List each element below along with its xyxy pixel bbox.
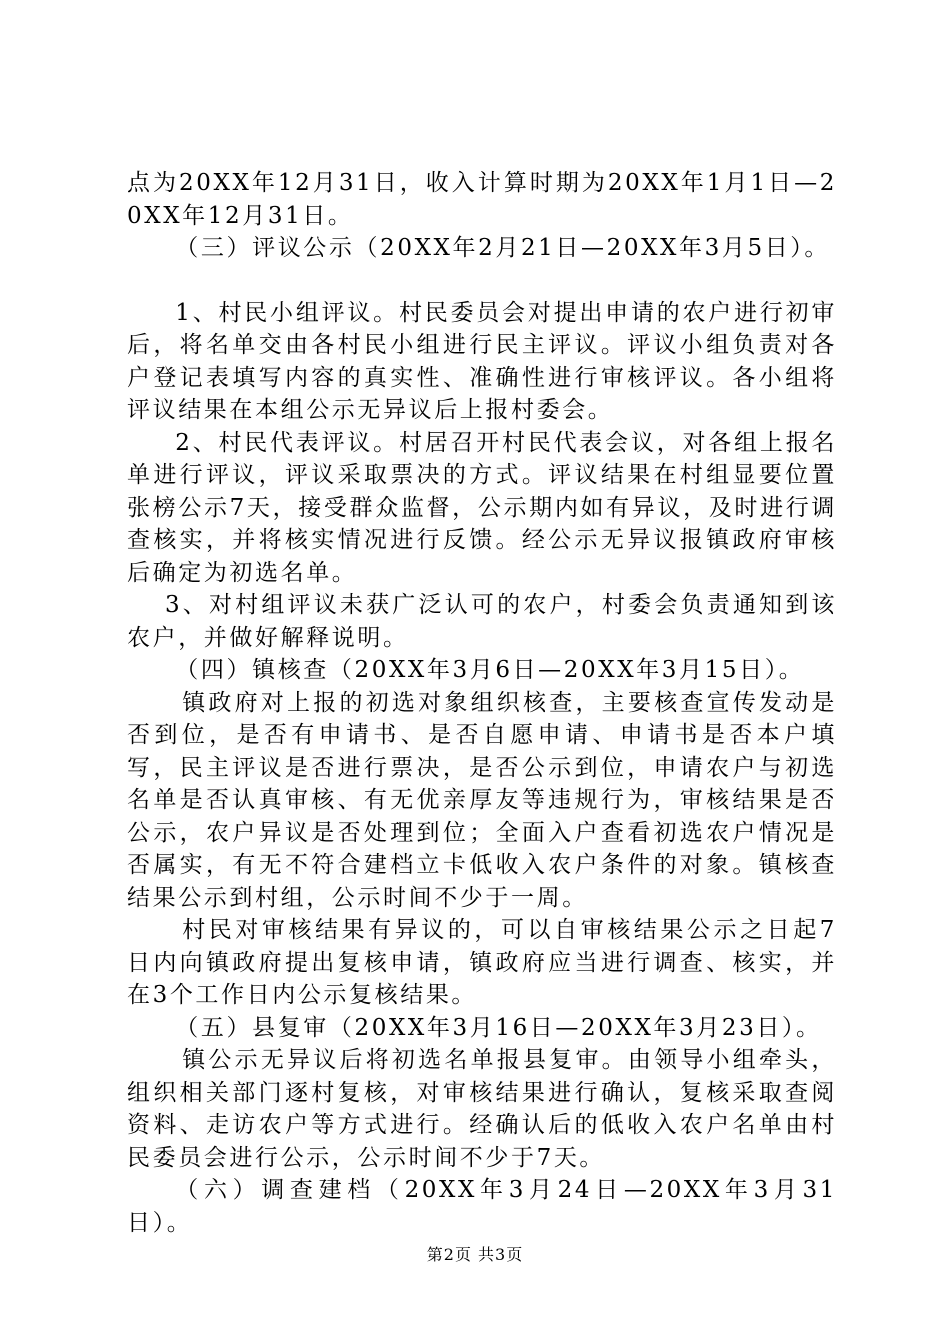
paragraph-town-check: 镇政府对上报的初选对象组织核查，主要核查宣传发动是否到位，是否有申请书、是否自愿申请、申请书是否本户填写，民主评议是否进行票决，是否公示到位，申请农户与初选名单是否认真审核、有无优亲厚友等违规行为，审核结果是否公示，农户异议是否处理到位；全面入户查看初选农户情况是否属实，有无不符合建档立卡低收入农户条件的对象。镇核查结果公示到村组，公示时间不少于一周。 bbox=[127, 689, 837, 911]
heading-section-6: （六）调查建档（20XX年3月24日—20XX年3月31日）。 bbox=[127, 1177, 837, 1236]
paragraph-representative-review: 2、村民代表评议。村居召开村民代表会议，对各组上报名单进行评议，评议采取票决的方式。评议结果在村组显要位置张榜公示7天，接受群众监督，公示期内如有异议，及时进行调查核实，并将核实情况进行反馈。经公示无异议报镇政府审核后确定为初选名单。 bbox=[127, 429, 837, 586]
paragraph-income-period: 点为20XX年12月31日，收入计算时期为20XX年1月1日—20XX年12月31日。 bbox=[127, 170, 837, 229]
document-body bbox=[127, 167, 837, 1239]
paragraph-objection: 村民对审核结果有异议的，可以自审核结果公示之日起7日内向镇政府提出复核申请，镇政府应当进行调查、核实，并在3个工作日内公示复核结果。 bbox=[127, 917, 837, 1008]
paragraph-county-review: 镇公示无异议后将初选名单报县复审。由领导小组牵头，组织相关部门逐村复核，对审核结果进行确认，复核采取查阅资料、走访农户等方式进行。经确认后的低收入农户名单由村民委员会进行公示，公示时间不少于7天。 bbox=[127, 1047, 837, 1171]
heading-section-3: （三）评议公示（20XX年2月21日—20XX年3月5日）。 bbox=[175, 235, 830, 261]
heading-section-5: （五）县复审（20XX年3月16日—20XX年3月23日）。 bbox=[175, 1014, 822, 1041]
heading-section-4: （四）镇核查（20XX年3月6日—20XX年3月15日）。 bbox=[175, 657, 805, 683]
paragraph-unapproved-households: 3、对村组评议未获广泛认可的农户，村委会负责通知到该农户，并做好解释说明。 bbox=[127, 592, 837, 651]
page-number-footer: 第2页 共3页 bbox=[426, 1245, 524, 1264]
paragraph-group-review: 1、村民小组评议。村民委员会对提出申请的农户进行初审后，将名单交由各村民小组进行民主评议。评议小组负责对各户登记表填写内容的真实性、准确性进行审核评议。各小组将评议结果在本组公示无异议后上报村委会。 bbox=[127, 299, 837, 423]
